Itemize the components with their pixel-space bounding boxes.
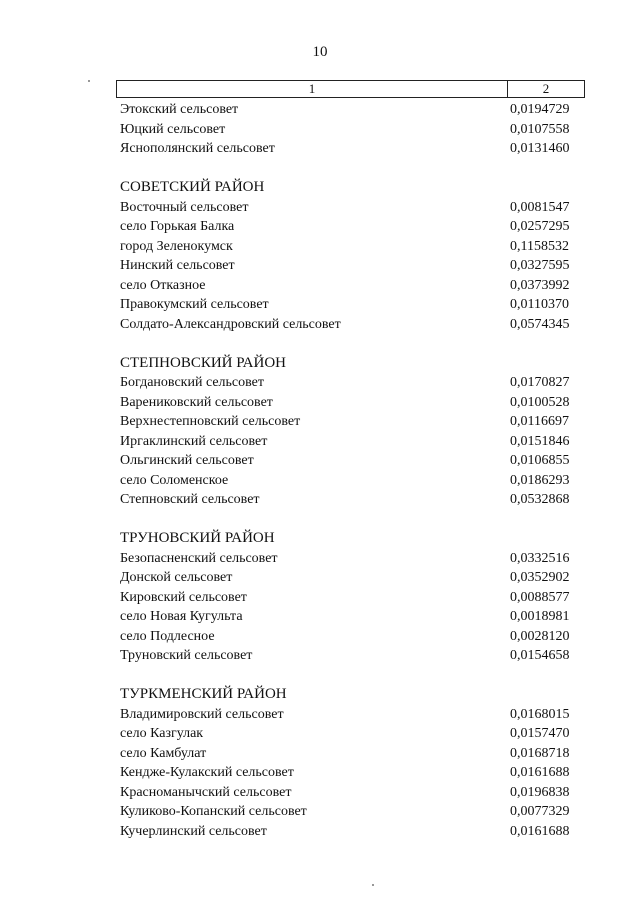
- district-heading: СОВЕТСКИЙ РАЙОН: [120, 179, 265, 195]
- coefficient-value: 0,0100528: [510, 394, 570, 410]
- settlement-name: Кучерлинский сельсовет: [120, 823, 267, 839]
- settlement-name: Юцкий сельсовет: [120, 121, 226, 137]
- column-1-header: 1: [117, 81, 508, 97]
- district-heading: ТУРКМЕНСКИЙ РАЙОН: [120, 686, 287, 702]
- spacer: [120, 510, 585, 530]
- settlement-name: город Зеленокумск: [120, 238, 233, 254]
- table-row: [120, 607, 585, 627]
- page-number: 10: [312, 44, 328, 60]
- table-row: [120, 198, 585, 218]
- scan-speck: [88, 80, 90, 82]
- district-heading: ТРУНОВСКИЙ РАЙОН: [120, 530, 275, 546]
- table-row: [120, 568, 585, 588]
- coefficient-value: 0,0077329: [510, 804, 570, 819]
- coefficient-value: 0,0131460: [510, 141, 570, 156]
- table-row: [120, 295, 585, 315]
- coefficient-value: 0,0161688: [510, 823, 570, 839]
- scan-speck: [372, 884, 374, 886]
- table-row: [120, 802, 585, 822]
- settlement-name: Кендже-Кулакский сельсовет: [120, 765, 294, 780]
- coefficient-value: 0,0168015: [510, 706, 570, 722]
- coefficient-value: 0,0110370: [510, 297, 569, 312]
- table-row: [120, 471, 585, 491]
- district-heading: СТЕПНОВСКИЙ РАЙОН: [120, 354, 287, 371]
- column-2-header: 2: [542, 81, 550, 96]
- coefficient-value: 0,1158532: [510, 238, 569, 254]
- settlement-name: село Камбулат: [120, 745, 207, 761]
- table-row: [120, 783, 585, 803]
- settlement-name: Кировский сельсовет: [120, 589, 247, 605]
- coefficient-value: 0,0081547: [510, 199, 570, 215]
- settlement-name: село Подлесное: [120, 628, 215, 644]
- coefficient-value: 0,0157470: [510, 726, 570, 741]
- table-row: [120, 490, 585, 510]
- coefficient-value: 0,0327595: [510, 258, 570, 273]
- settlement-name: село Казгулак: [120, 726, 204, 741]
- settlement-name: Красноманычский сельсовет: [120, 784, 292, 800]
- coefficient-value: 0,0257295: [510, 219, 570, 234]
- settlement-name: Иргаклинский сельсовет: [120, 433, 268, 449]
- table-row: [120, 432, 585, 452]
- settlement-name: село Отказное: [120, 277, 206, 293]
- table-row: [120, 276, 585, 296]
- table-row: [120, 763, 585, 783]
- settlement-name: Труновский сельсовет: [120, 648, 253, 663]
- table-row: [120, 373, 585, 393]
- settlement-name: Степновский сельсовет: [120, 492, 260, 507]
- table-row: [120, 256, 585, 276]
- settlement-name: Владимировский сельсовет: [120, 706, 284, 722]
- settlement-name: Правокумский сельсовет: [120, 297, 269, 312]
- settlement-name: Этокский сельсовет: [120, 102, 239, 117]
- table-row: [120, 627, 585, 647]
- settlement-name: Восточный сельсовет: [120, 199, 249, 215]
- coefficient-value: 0,0352902: [510, 570, 570, 585]
- settlement-name: Нинский сельсовет: [120, 258, 235, 273]
- table-row: [120, 237, 585, 257]
- table-row: [120, 120, 585, 140]
- settlement-name: Варениковский сельсовет: [120, 394, 273, 410]
- table-row: [120, 139, 585, 159]
- table-row: [120, 315, 585, 335]
- settlement-name: Солдато-Александровский сельсовет: [120, 316, 341, 332]
- coefficient-value: 0,0106855: [510, 453, 570, 468]
- coefficient-value: 0,0088577: [510, 589, 570, 605]
- settlement-name: Ольгинский сельсовет: [120, 453, 254, 468]
- table-row: [120, 705, 585, 725]
- coefficient-value: 0,0116697: [510, 414, 569, 429]
- table-row: [120, 822, 585, 842]
- coefficient-value: 0,0028120: [510, 628, 570, 644]
- settlement-name: Донской сельсовет: [120, 570, 233, 585]
- coefficient-value: 0,0018981: [510, 609, 570, 624]
- table-header: [116, 80, 585, 98]
- settlement-name: село Горькая Балка: [120, 219, 235, 234]
- table-row: [120, 646, 585, 666]
- coefficient-value: 0,0332516: [510, 550, 570, 566]
- settlement-name: Богдановский сельсовет: [120, 375, 264, 390]
- settlement-name: Яснополянский сельсовет: [120, 141, 275, 156]
- settlement-name: село Новая Кугульта: [120, 609, 243, 624]
- table-row: [120, 100, 585, 120]
- coefficient-value: 0,0574345: [510, 316, 570, 332]
- spacer: [120, 334, 585, 354]
- coefficient-value: 0,0196838: [510, 784, 570, 800]
- coefficient-value: 0,0107558: [510, 121, 570, 137]
- settlement-name: Куликово-Копанский сельсовет: [120, 804, 307, 819]
- settlement-name: Верхнестепновский сельсовет: [120, 414, 301, 429]
- table-row: [120, 724, 585, 744]
- coefficient-value: 0,0151846: [510, 433, 570, 449]
- coefficient-value: 0,0154658: [510, 648, 570, 663]
- coefficient-value: 0,0194729: [510, 102, 570, 117]
- table-row: [120, 588, 585, 608]
- coefficient-value: 0,0168718: [510, 745, 570, 761]
- table-body: [120, 100, 585, 841]
- coefficient-value: 0,0161688: [510, 765, 570, 780]
- coefficient-value: 0,0373992: [510, 277, 570, 293]
- coefficient-value: 0,0532868: [510, 492, 570, 507]
- table-row: [120, 451, 585, 471]
- table-row: [120, 549, 585, 569]
- settlement-name: село Соломенское: [120, 472, 229, 488]
- spacer: [120, 666, 585, 686]
- coefficient-value: 0,0186293: [510, 472, 570, 488]
- table-row: [120, 412, 585, 432]
- table-row: [120, 393, 585, 413]
- table-row: [120, 217, 585, 237]
- settlement-name: Безопасненский сельсовет: [120, 550, 278, 566]
- spacer: [120, 159, 585, 179]
- table-row: [120, 744, 585, 764]
- coefficient-value: 0,0170827: [510, 375, 570, 390]
